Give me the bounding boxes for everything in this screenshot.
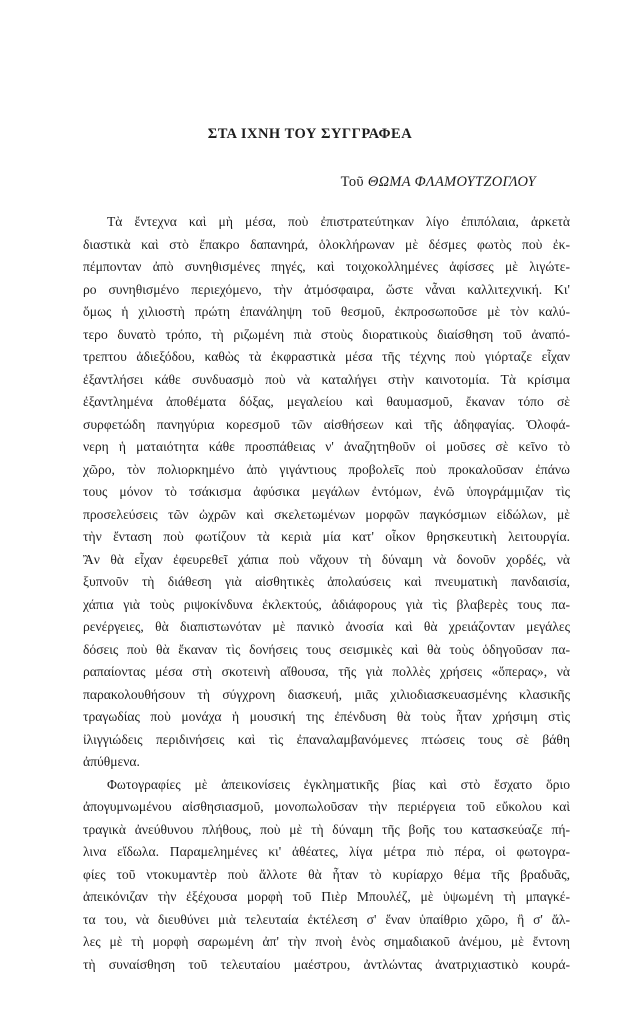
text-line: ἐξαντλημένα ἀποθέματα δόξας, μεγαλείου καὶ θαυμασμοῦ, ἔκαναν τόπο σὲ: [83, 394, 570, 409]
text-line: λινα εἴδωλα. Παραμελημένες κι' ἀθέατες, λίγα μέτρα πιὸ πέρα, οἱ φωτογρα-: [83, 844, 570, 859]
text-line: τραγωδίας ποὺ μονάχα ἡ μουσική της ἐπένδυση θὰ τοὺς ἦταν χρήσιμη στὶς: [83, 709, 570, 724]
text-line: ἀπεικόνιζαν τὴν ἐξέχουσα μορφὴ τοῦ Πιὲρ Μπουλέζ, μὲ ὑψωμένη τὴ μπαγκέ-: [83, 889, 570, 904]
article-body: [83, 211, 570, 976]
text-line: χῶρο, τὸν πολιορκημένο ἀπὸ γιγάντιους προβολεῖς ποὺ προκαλοῦσαν ἐπάνω: [83, 461, 570, 477]
text-line: ἐξαντλήσει κάθε συνδυασμὸ ποὺ νὰ καταλήγει στὴν καινοτομία. Τὰ κρίσιμα: [83, 371, 570, 387]
text-line: λες μὲ τὴ μορφὴ σαρωμένη ἀπ' τὴν πνοὴ ἑνὸς σημαδιακοῦ ἀνέμου, μὲ ἔντονη: [83, 934, 570, 949]
text-line: τα του, νὰ διευθύνει μιὰ τελευταία ἐκτέλεση σ' ἕναν ὑπαίθριο χῶρο, ἢ σ' ἄλ-: [83, 911, 570, 927]
text-line: τὴν ἔνταση ποὺ φωτίζουν τὰ κεριὰ μία κατ' οἶκον θρησκευτικὴ λειτουργία.: [83, 529, 570, 544]
text-line: ὅμως ἡ χιλιοστὴ πρώτη ἐπανάληψη τοῦ θεσμοῦ, ἐκπροσωποῦσε μὲ τὸν καλύ-: [83, 304, 570, 319]
text-line: τους μόνον τὸ τσάκισμα ἀφύσικα μεγάλων ἐντόμων, ἐνῶ ὑπογράμμιζαν τὶς: [83, 484, 570, 499]
text-line: τερο δυνατὸ τρόπο, τὴ ριζωμένη πιὰ στοὺς διορατικοὺς διαίσθηση τοῦ ἀναπό-: [83, 326, 570, 342]
text-line: φίες τοῦ ντοκυμαντὲρ ποὺ ἄλλοτε θὰ ἦταν τὸ κυρίαρχο θέμα τῆς βραδυᾶς,: [83, 866, 570, 882]
text-line: συρφετώδη πανηγύρια κορεσμοῦ τῶν αἰσθήσεων καὶ τῆς ἀδηφαγίας. Ὁλοφά-: [83, 416, 570, 432]
text-line: ραπαίοντας μέσα στὴ σκοτεινὴ αἴθουσα, τῆς γιὰ πολλὲς χρήσεις «ὄπερας», νὰ: [83, 664, 570, 679]
text-line: Τὰ ἔντεχνα καὶ μὴ μέσα, ποὺ ἐπιστρατεύτηκαν λίγο ἐπιπόλαια, ἀρκετὰ: [107, 214, 570, 229]
text-line: ἰλιγγιώδεις περιδινήσεις καὶ τὶς ἐπαναλαμβανόμενες πτώσεις τους σὲ βάθη: [83, 731, 570, 747]
text-line: νερη ἡ ματαιότητα κάθε προσπάθειας ν' ἀναζητηθοῦν οἱ μοῦσες σὲ κεῖνο τὸ: [83, 439, 570, 454]
byline: [341, 174, 536, 191]
text-line: τὴ συναίσθηση τοῦ τελευταίου μαέστρου, ἀντλώντας ἀνατριχιαστικὸ κουρά-: [83, 956, 570, 972]
text-line: προσελεύσεις τῶν ὠχρῶν καὶ σκελετωμένων μορφῶν παγκόσμιων εἰδώλων, μὲ: [83, 506, 570, 522]
text-line: ρο συνηθισμένο περιεχόμενο, τὴν ἀτμόσφαιρα, ὥστε νἆναι καλλιτεχνική. Κι': [83, 281, 570, 297]
text-line: ξυπνοῦν τὴ διάθεση γιὰ αἰσθητικὲς ἀπολαύσεις καὶ πνευματικὴ πανδαισία,: [83, 574, 570, 589]
text-line: ἀπογυμνωμένου αἰσθησιασμοῦ, μονοπωλοῦσαν τὴν περιέργεια τοῦ εὔκολου καὶ: [83, 799, 570, 814]
text-line: χάπια γιὰ τοὺς ριψοκίνδυνα ἐκλεκτούς, ἀδιάφορους γιὰ τὶς βλαβερὲς τους πα-: [83, 596, 570, 612]
text-line: ἀπύθμενα.: [83, 754, 140, 769]
text-line: διαστικὰ καὶ στὸ ἔπακρο δαπανηρά, ὁλοκλήρωναν μὲ δέσμες φωτὸς ποὺ ἐκ-: [83, 236, 570, 252]
text-line: τραγικὰ ἀνεύθυνου πλήθους, ποὺ μὲ τὴ δύναμη τῆς βοῆς του κατασκεύαζε πή-: [83, 821, 570, 837]
text-line: ρενέργειες, θὰ διαπιστωνόταν μὲ πανικὸ ἀνοσία καὶ θὰ χρειάζονταν μεγάλες: [83, 619, 570, 634]
author-name: ΘΩΜΑ ΦΛΑΜΟΥΤΖΟΓΛΟΥ: [367, 174, 536, 190]
byline-prefix: Τοῦ: [340, 174, 364, 190]
text-line: Φωτογραφίες μὲ ἀπεικονίσεις ἐγκληματικῆς βίας καὶ στὸ ἔσχατο ὅριο: [107, 776, 570, 792]
text-line: παρακολουθήσουν τὴ σύγχρονη διασκευή, μιᾶς χιλιοδιασκευασμένης κλασικῆς: [83, 686, 570, 702]
text-line: δόσεις ποὺ θὰ ἔκαναν τὶς δονήσεις τους σεισμικὲς καὶ θὰ τοὺς ὁδηγοῦσαν πα-: [83, 641, 570, 657]
text-line: Ἂν θὰ εἶχαν ἐφευρεθεῖ χάπια ποὺ νἄχουν τὴ δύναμη νὰ δονοῦν χορδές, νὰ: [83, 551, 570, 567]
text-line: τρεπτου ἀδιεξόδου, καθὼς τὰ ἐκφραστικὰ μέσα τῆς τέχνης ποὺ γιόρταζε εἶχαν: [83, 349, 570, 364]
text-line: πέμπονταν ἀπὸ συνηθισμένες πηγές, καὶ τοιχοκολλημένες ἀφίσσες μὲ λιγώτε-: [83, 259, 570, 274]
article-title: ΣΤΑ ΙΧΝΗ ΤΟΥ ΣΥΓΓΡΑΦΕΑ: [207, 126, 413, 142]
